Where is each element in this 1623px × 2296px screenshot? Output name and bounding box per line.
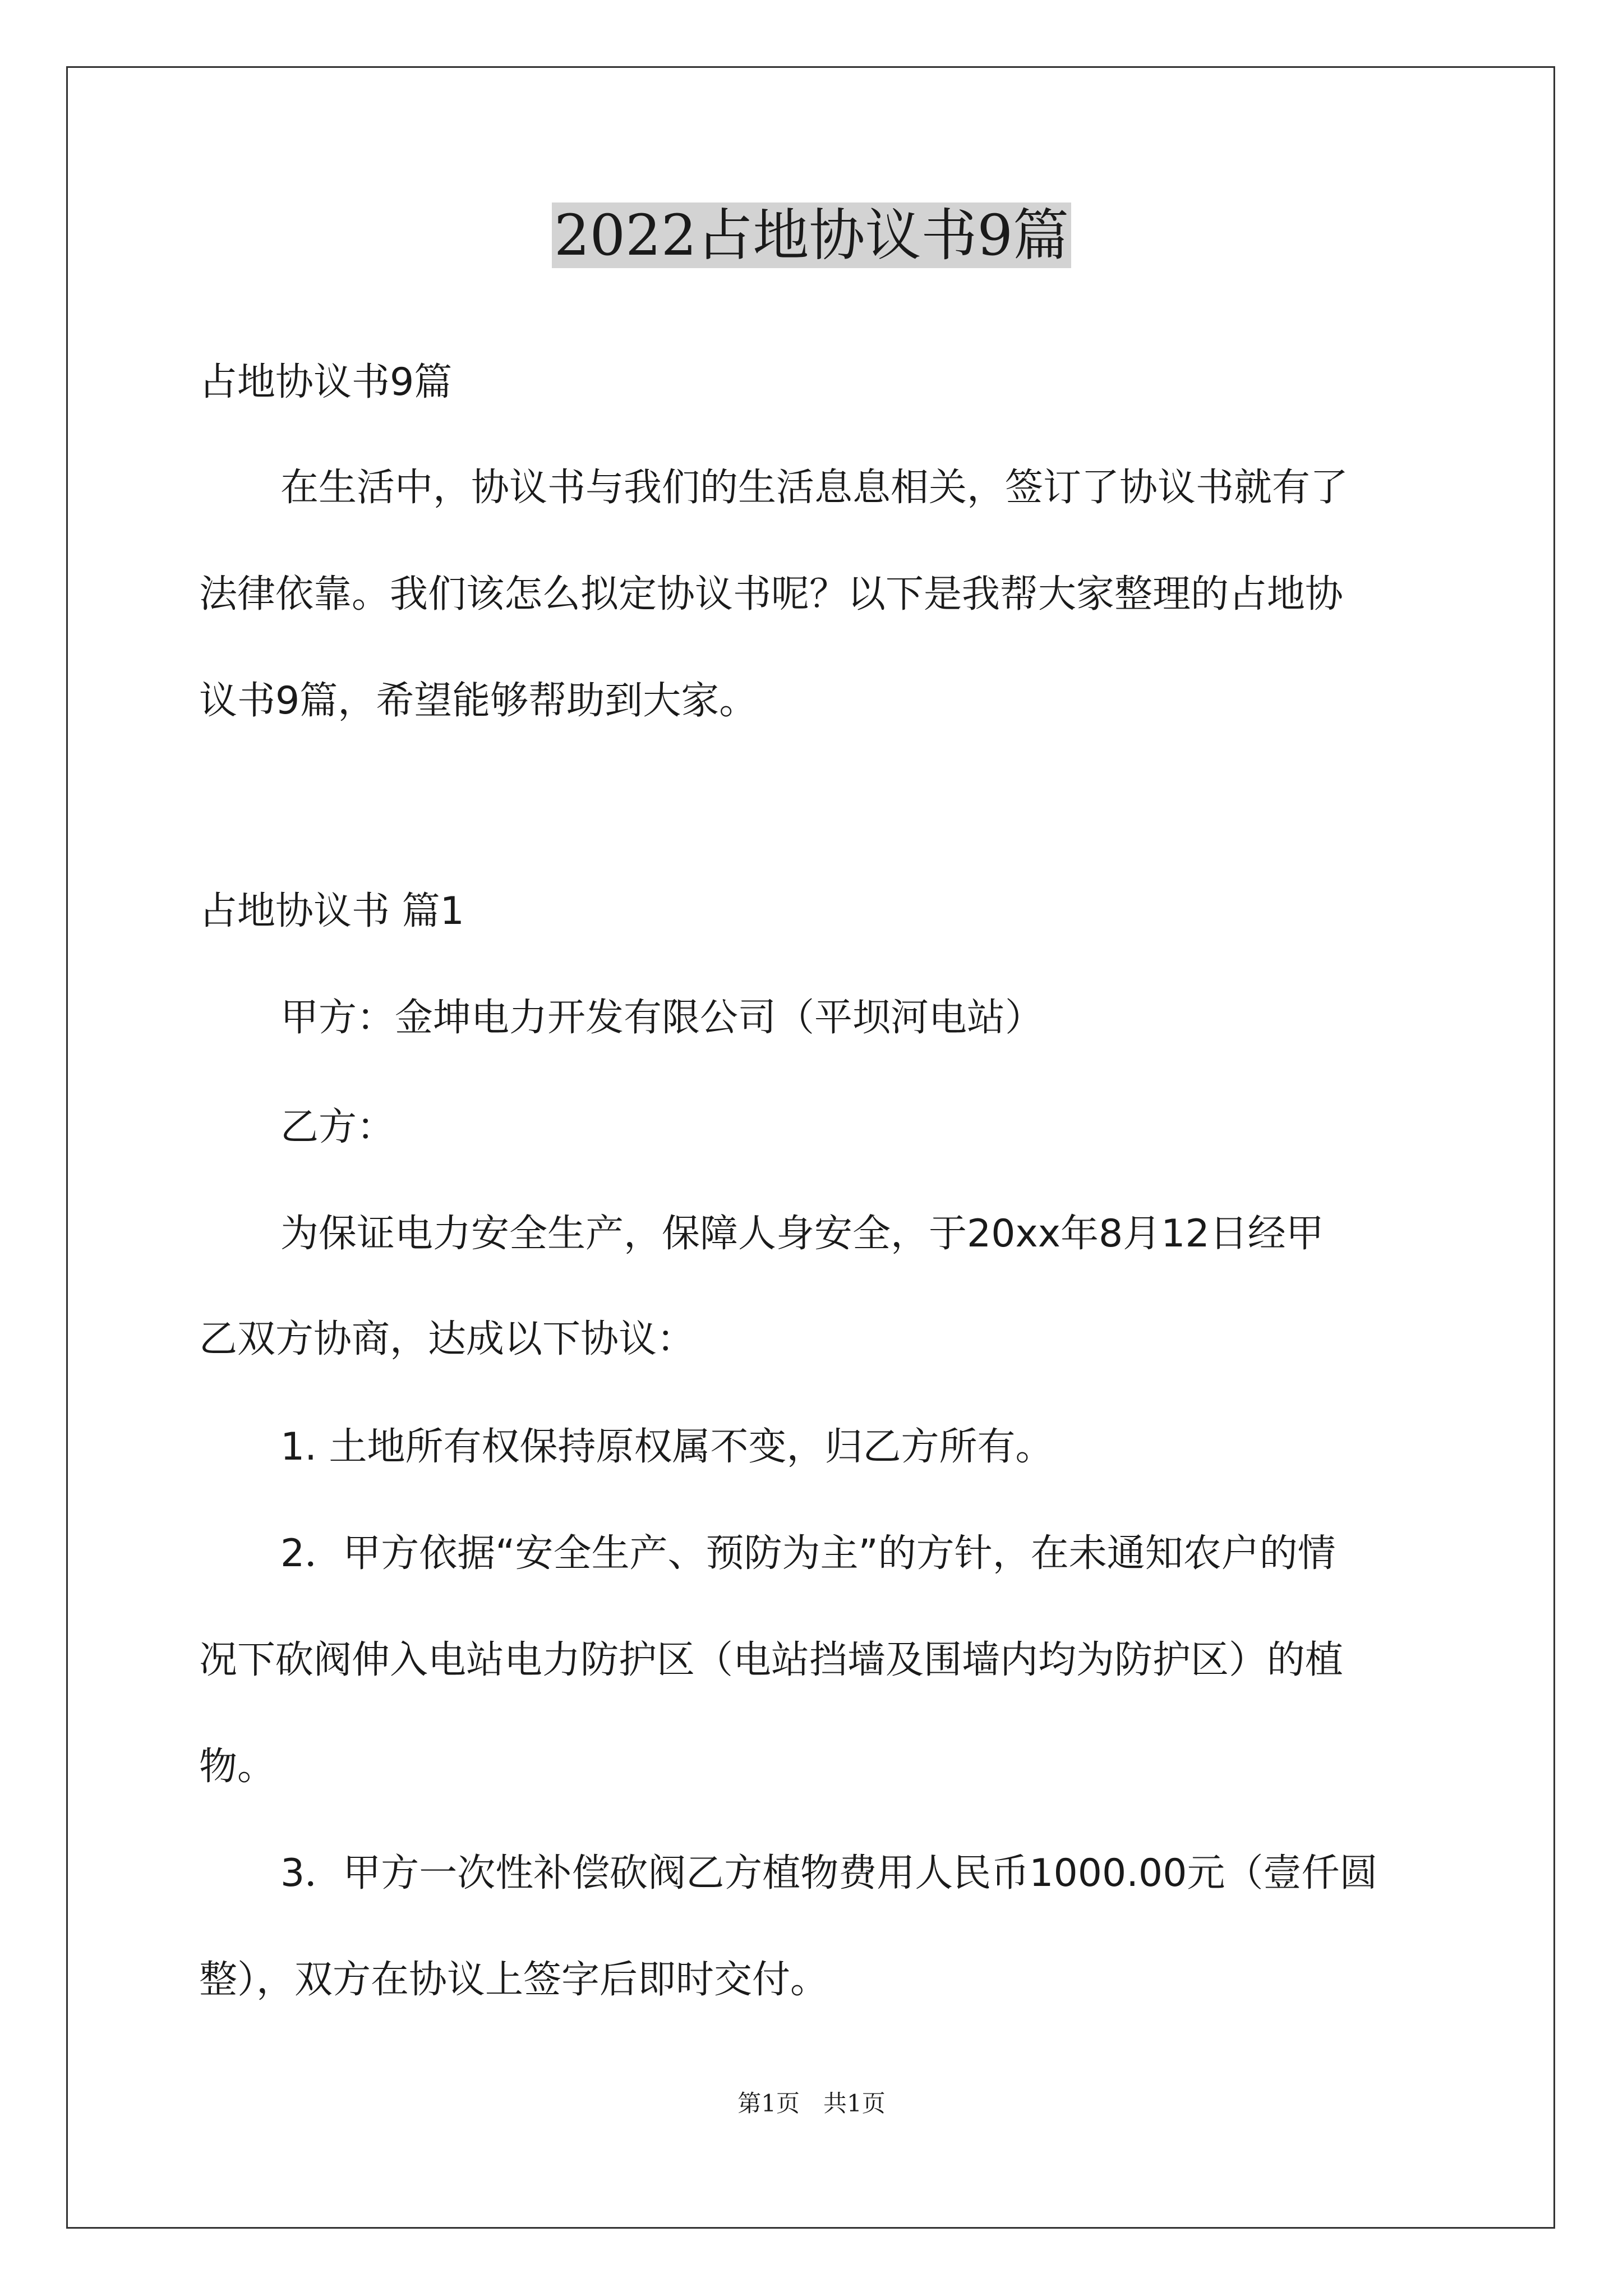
intro-line-3: 议书9篇，希望能够帮助到大家。 xyxy=(199,679,758,723)
page-footer: 第1页 共1页 xyxy=(737,2090,886,2117)
party-b: 乙方： xyxy=(280,1105,395,1149)
clause-3-line-2: 整），双方在协议上签字后即时交付。 xyxy=(199,1958,829,2002)
intro-line-1: 在生活中，协议书与我们的生活息息相关，签订了协议书就有了 xyxy=(280,466,1349,510)
clause-3-line-1: 3．甲方一次性补偿砍阀乙方植物费用人民币1000.00元（壹仟圆 xyxy=(280,1851,1378,1895)
document-title: 2022占地协议书9篇 xyxy=(0,194,1623,278)
clause-2-line-3: 物。 xyxy=(199,1745,276,1789)
section-heading: 占地协议书 篇1 xyxy=(199,889,464,933)
clause-2-line-1: 2．甲方依据“安全生产、预防为主”的方针，在未通知农户的情 xyxy=(280,1531,1336,1576)
clause-2-line-2: 况下砍阀伸入电站电力防护区（电站挡墙及围墙内均为防护区）的植 xyxy=(199,1638,1344,1682)
party-a: 甲方：金坤电力开发有限公司（平坝河电站） xyxy=(280,996,1044,1040)
document-subtitle: 占地协议书9篇 xyxy=(199,360,453,404)
preamble-line-2: 乙双方协商，达成以下协议： xyxy=(199,1317,695,1361)
preamble-line-1: 为保证电力安全生产，保障人身安全，于20xx年8月12日经甲 xyxy=(280,1212,1324,1256)
clause-1-line-1: 1. 土地所有权保持原权属不变，归乙方所有。 xyxy=(280,1425,1054,1469)
intro-line-2: 法律依靠。我们该怎么拟定协议书呢？以下是我帮大家整理的占地协 xyxy=(199,572,1344,616)
